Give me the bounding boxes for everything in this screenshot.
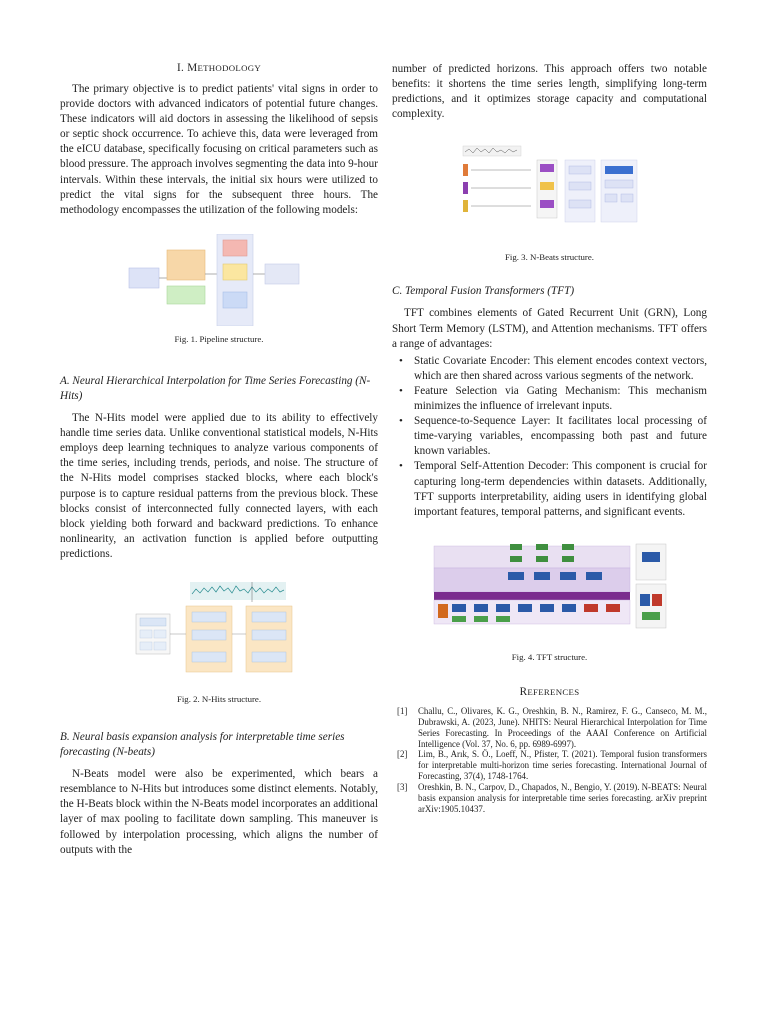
nbeats-diagram-graphic [461, 144, 639, 230]
figure-nbeats-diagram [461, 144, 639, 230]
section-heading-methodology: I. METHODOLOGY [176, 62, 262, 74]
reference-item: [1] Challu, C., Olivares, K. G., Oreshkin, B. N., Ramirez, F. G., Canseco, M. M., Dubrawski, A. (2023, June). NHITS: Neural Hierarchical Interpolation for Time Series Forecasting. In Proceedings of the AAAI Conference on Artificial Intelligence (Vol. 37, No. 6, pp. 6989-6997). [397, 705, 707, 749]
list-item: • Sequence-to-Sequence Layer: It facilitates local processing of time-varying variables, encompassing both past and future known variables. [399, 415, 707, 458]
figure2-caption: Fig. 2. N-Hits structure. [176, 693, 262, 704]
reference-item: [2] Lim, B., Arık, S. Ö., Loeff, N., Pfister, T. (2021). Temporal fusion transformers for interpretable multi-horizon time series forecasting. International Journal of Forecasting, 37(4), 1748-1764. [397, 749, 707, 782]
subsection-a-heading: A. Neural Hierarchical Interpolation for Time Series Forecasting (N-Hits) [60, 374, 371, 402]
right-column [392, 62, 707, 815]
references-heading: REFERENCES [519, 685, 580, 698]
list-item: • Temporal Self-Attention Decoder: This component is crucial for capturing long-term dependencies within datasets. Additionally, TFT supports interpretability, aiding users in identifying global important features, temporal patterns, and significant events. [399, 460, 707, 518]
tft-diagram-graphic [432, 540, 668, 642]
nhits-paragraph: The N-Hits model were applied due to its ability to effectively handle time series data. Unlike conventional statistical models, N-Hits employs deep learning techniques to analyze various components of the time series, including trends, periods, and noise. The structure of the N-Hits model comprises stacked blocks, where each block's purpose is to capture residual patterns from the previous block. These blocks consist of interconnected fully connected layers, with each block yielding both forward and backward predictions. To enhance nonlinearity, an activation function is applied before outputting predictions. [60, 412, 378, 560]
reference-item: [3] Oreshkin, B. N., Carpov, D., Chapados, N., Bengio, Y. (2019). N-BEATS: Neural basis expansion analysis for interpretable time series forecasting. arXiv preprint arXiv:1905.10437. [397, 782, 707, 814]
figure3-caption: Fig. 3. N-Beats structure. [505, 252, 594, 263]
bullet-icon: • [399, 415, 403, 428]
bullet-icon: • [399, 460, 403, 473]
figure-tft-diagram [432, 540, 668, 642]
subsection-b-heading: B. Neural basis expansion analysis for interpretable time series forecasting (N-beats) [60, 730, 345, 759]
list-item: • Static Covariate Encoder: This element encodes context vectors, which are then shared across various segments of the network. [399, 354, 707, 382]
nbeats-paragraph: N-Beats model were also be experimented, which bears a resemblance to N-Hits but introduces some distinct elements. Notably, the H-Beats block within the N-Beats model incorporates an additional layer of max pooling to facilitate down sampling. This maneuver is followed by interpolation processing, which aligns the number of outputs with the [60, 768, 378, 856]
figure1-caption: Fig. 1. Pipeline structure. [174, 333, 264, 344]
left-column [60, 62, 378, 858]
tft-advantages-list [392, 354, 707, 520]
pipeline-diagram-graphic [119, 234, 319, 326]
list-item: • Feature Selection via Gating Mechanism: This mechanism minimizes the influence of irrelevant inputs. [399, 384, 707, 413]
figure4-caption: Fig. 4. TFT structure. [511, 651, 588, 662]
figure-pipeline-diagram [119, 234, 319, 326]
references-list [392, 706, 707, 815]
continuation-paragraph: number of predicted horizons. This approach offers two notable benefits: it shortens the time series length, simplifying long-term predictions, and it optimizes storage capacity and computational complexity. [392, 63, 707, 121]
bullet-icon: • [399, 384, 403, 397]
figure-nhits-diagram [134, 580, 304, 676]
methodology-paragraph: The primary objective is to predict patients' vital signs in order to provide doctors with advanced indicators of potential future changes. These indicators will aid doctors in assessing the likelihood of sepsis or septic shock occurrence. To achieve this, data were leveraged from the eICU database, specifically focusing on critical parameters such as blood pressure. The approach involves segmenting the data into 9-hour intervals. Within these intervals, the initial six hours were utilized to predict the vital signs for the subsequent three hours. The methodology encompasses the utilization of the following models: [60, 83, 378, 216]
nhits-diagram-graphic [134, 580, 304, 676]
subsection-c-heading: C. Temporal Fusion Transformers (TFT) [392, 285, 575, 298]
tft-paragraph: TFT combines elements of Gated Recurrent Unit (GRN), Long Short Term Memory (LSTM), and Attention mechanisms. TFT offers a range of advantages: [392, 307, 707, 350]
bullet-icon: • [399, 354, 403, 367]
